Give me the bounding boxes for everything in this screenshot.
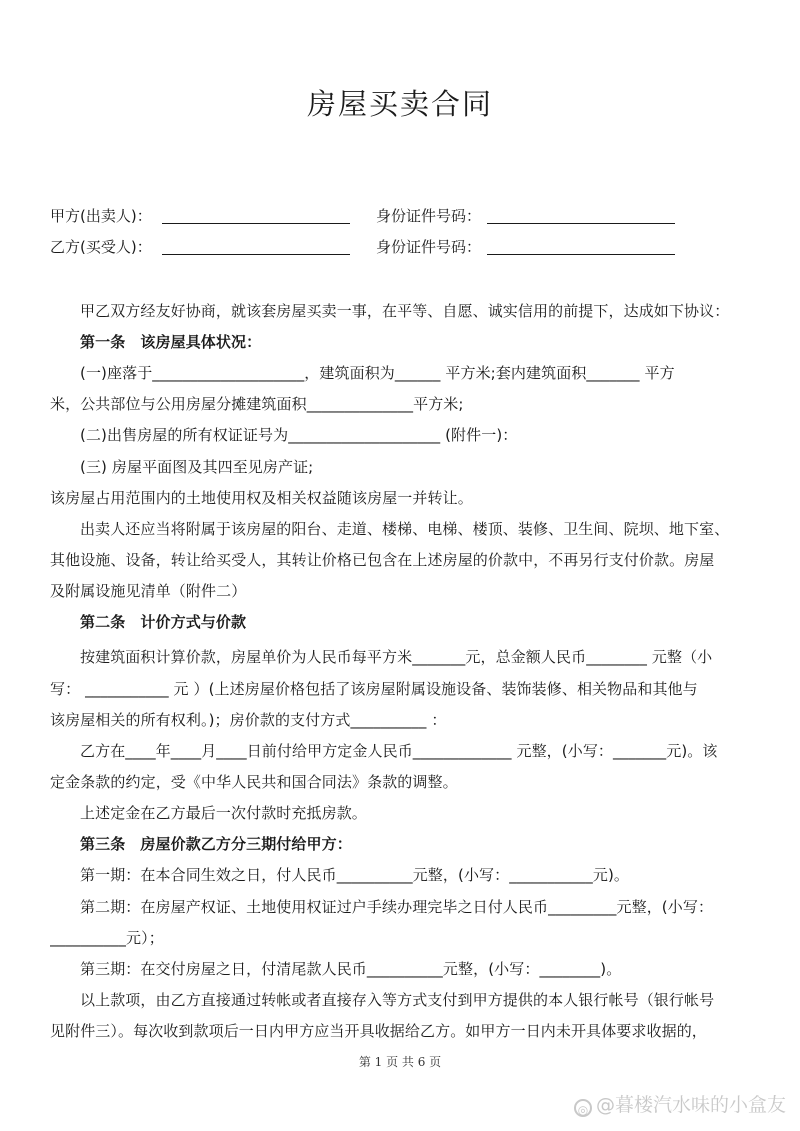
body-line: 乙方在____年____月____日前付给甲方定金人民币_____________ 元整，(小写：_______元)。该 xyxy=(80,742,718,760)
buyer-label: 乙方(买受人)： xyxy=(50,238,152,256)
page-footer: 第 1 页 共 6 页 xyxy=(358,1055,442,1069)
buyer-id-blank xyxy=(487,254,675,255)
buyer-name-blank xyxy=(162,254,350,255)
buyer-id-label: 身份证件号码： xyxy=(376,238,482,256)
watermark-text: @暮楼汽水味的小盒友 xyxy=(595,1094,786,1116)
body-line: 见附件三）。每次收到款项后一日内甲方应当开具收据给乙方。如甲方一日内未开具体要求收据的， xyxy=(50,1022,707,1040)
body-line: 第二期：在房屋产权证、土地使用权证过户手续办理完毕之日付人民币_________元整，(小写： xyxy=(80,898,714,916)
body-line: (一)座落于____________________，建筑面积为______ 平方米;套内建筑面积_______ 平方 xyxy=(80,364,675,382)
watermark-logo-icon: ◎ xyxy=(574,1099,592,1117)
seller-name-blank xyxy=(162,223,350,224)
body-line: (二)出售房屋的所有权证证号为____________________ (附件一)： xyxy=(80,426,518,444)
seller-id-label: 身份证件号码： xyxy=(376,207,482,225)
body-line: 以上款项，由乙方直接通过转帐或者直接存入等方式支付到甲方提供的本人银行帐号（银行帐号 xyxy=(80,991,715,1009)
body-line: 定金条款的约定，受《中华人民共和国合同法》条款的调整。 xyxy=(50,773,458,791)
body-line: 该房屋相关的所有权利。)；房价款的支付方式__________ ： xyxy=(50,711,447,729)
body-line: 按建筑面积计算价款，房屋单价为人民币每平方米_______元，总金额人民币________ 元整（小 xyxy=(80,648,713,666)
body-line: (三) 房屋平面图及其四至见房产证; xyxy=(80,458,314,476)
seller-label: 甲方(出卖人)： xyxy=(50,207,152,225)
body-line: 上述定金在乙方最后一次付款时充抵房款。 xyxy=(80,804,367,822)
article-heading: 第二条 计价方式与价款 xyxy=(80,613,247,631)
document-title: 房屋买卖合同 xyxy=(306,87,493,121)
article-heading: 第一条 该房屋具体状况： xyxy=(80,333,262,351)
body-line: 写： ___________ 元 ）(上述房屋价格包括了该房屋附属设施设备、装饰装修、相关物品和其他与 xyxy=(50,680,698,698)
body-line: __________元）； xyxy=(50,929,164,947)
body-line: 其他设施、设备，转让给买受人，其转让价格已包含在上述房屋的价款中，不再另行支付价款。房屋 xyxy=(50,551,715,569)
body-line: 该房屋占用范围内的土地使用权及相关权益随该房屋一并转让。 xyxy=(50,489,473,507)
body-line: 第三期：在交付房屋之日，付清尾款人民币__________元整，(小写：________)。 xyxy=(80,960,622,978)
seller-id-blank xyxy=(487,223,675,224)
body-line: 及附属设施见清单（附件二） xyxy=(50,582,247,600)
watermark xyxy=(574,1090,786,1117)
body-line: 第一期：在本合同生效之日，付人民币__________元整，(小写：___________元)。 xyxy=(80,866,630,884)
body-line: 甲乙双方经友好协商，就该套房屋买卖一事，在平等、自愿、诚实信用的前提下，达成如下协议： xyxy=(80,302,730,320)
body-line: 出卖人还应当将附属于该房屋的阳台、走道、楼梯、电梯、楼顶、装修、卫生间、院坝、地下室、 xyxy=(80,520,730,538)
body-line: 米，公共部位与公用房屋分摊建筑面积______________平方米; xyxy=(50,395,464,413)
article-heading: 第三条 房屋价款乙方分三期付给甲方： xyxy=(80,835,352,853)
